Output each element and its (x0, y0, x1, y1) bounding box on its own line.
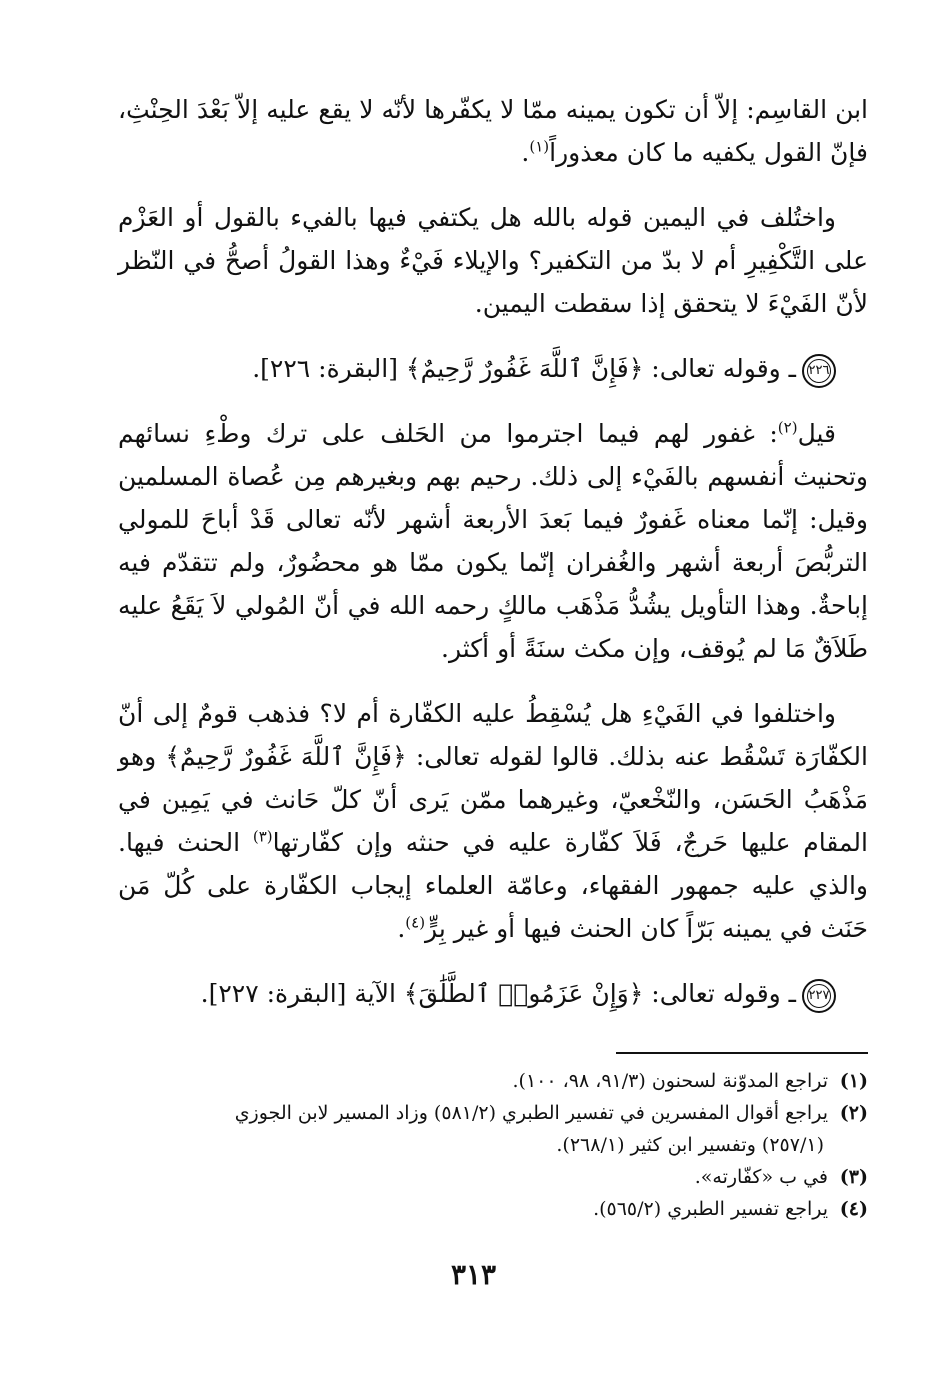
paragraph-2: واختُلف في اليمين قوله بالله هل يكتفي فيها بالفيء بالقول أو العَزْم على التَّكْفِيرِ أم لا بدّ من التكفير؟ والإيلاء فَيْءٌ وهذا القولُ أصحُّ في النّظر لأنّ الفَيْءَ لا يتحقق إذا سقطت اليمين. (118, 203, 868, 318)
verse-227 (118, 972, 868, 1015)
footnote-ref-1[interactable]: (١) (529, 137, 550, 156)
verse-number-badge: ٢٢٧ (802, 979, 836, 1013)
page-body (118, 88, 868, 1015)
paragraph-4-text-a: واختلفوا في الفَيْءِ هل يُسْقِطُ عليه الكفّارة أم لا؟ فذهب قومٌ إلى أنّ الكفّارَة تَسْقُط عنه بذلك. قالوا لقوله تعالى: ﴿فَإِنَّ ٱللَّهَ غَفُورٌ رَّحِيمٌ﴾ وهو مَذْهَبُ الحَسَن، والنّخْعيّ، وغيرهما ممّن يَرى أنّ كلّ حَانث في يَمِين في المقام عليها حَرجٌ، فَلاَ كفّارة عليه في حنثه وإن كفّارتها (118, 699, 868, 857)
verse-227-text: ـ وقوله تعالى: ﴿وَإِنْ عَزَمُوا۟ ٱلطَّلَٰقَ﴾ الآية [البقرة: ٢٢٧]. (200, 979, 796, 1008)
footnote-divider (616, 1052, 868, 1054)
paragraph-1-text: ابن القاسِم: إلاّ أن تكون يمينه ممّا لا يكفّرها لأنّه لا يقع عليه إلاّ بَعْدَ الحِنْثِ، فإنّ القول يكفيه ما كان معذوراً (118, 95, 868, 167)
footnote-text: يراجع تفسير الطبري (٥٦٥/٢). (593, 1198, 828, 1220)
paragraph-3 (118, 412, 868, 670)
paragraph-4 (118, 692, 868, 950)
footnote-number: (٣) (839, 1166, 868, 1188)
footnote-ref-2[interactable]: (٢) (777, 418, 798, 437)
footnote-text-continued: (٢٥٧/١) وتفسير ابن كثير (٢٦٨/١). (556, 1134, 824, 1156)
paragraph-4-text-b: الحنث فيها. والذي عليه جمهور الفقهاء، وعامّة العلماء إيجاب الكفّارة على كُلّ مَن حَنَث في يمينه بَرّاً كان الحنث فيها أو غير بِرٍّ (118, 828, 868, 943)
verse-number-badge: ٢٢٦ (802, 354, 836, 388)
footnote-4 (118, 1193, 868, 1225)
footnote-1 (118, 1065, 868, 1097)
footnote-ref-3[interactable]: (٣) (252, 827, 273, 846)
paragraph-3-start: قيل (797, 419, 836, 448)
footnote-3 (118, 1161, 868, 1193)
footnotes (118, 1065, 868, 1225)
footnote-number: (٤) (839, 1198, 868, 1220)
footnote-text: في ب «كفّارته». (694, 1166, 828, 1188)
footnote-number: (٢) (839, 1102, 868, 1124)
paragraph-1 (118, 88, 868, 174)
verse-226 (118, 347, 868, 390)
paragraph-1-end: . (521, 138, 530, 167)
paragraph-4-end: . (397, 914, 406, 943)
footnote-2 (118, 1097, 868, 1161)
verse-226-text: ـ وقوله تعالى: ﴿فَإِنَّ ٱللَّهَ غَفُورٌ رَّحِيمٌ﴾ [البقرة: ٢٢٦]. (252, 354, 796, 383)
footnote-text: تراجع المدوّنة لسحنون (٩١/٣، ٩٨، ١٠٠). (512, 1070, 828, 1092)
footnote-text: يراجع أقوال المفسرين في تفسير الطبري (٥٨١/٢) وزاد المسير لابن الجوزي (234, 1102, 828, 1124)
footnote-number: (١) (839, 1070, 868, 1092)
paragraph-3-text: : غفور لهم فيما اجترموا من الحَلف على ترك وطْءِ نسائهم وتحنيث أنفسهم بالفَيْء إلى ذلك. رحيم بهم وبغيرهم مِن عُصاة المسلمين وقيل: إنّما معناه غَفورٌ فيما بَعدَ الأربعة أشهر لأنّه تعالى قَدْ أباحَ للمولي التربُّصَ أربعة أشهر والغُفران إنّما يكون ممّا هو محضُورٌ، ولم تتقدّم فيه إباحةٌ. وهذا التأويل يشُدُّ مَذْهَب مالكٍ رحمه الله في أنّ المُولي لاَ يَقَعُ عليه طَلاَقٌ مَا لم يُوقف، وإن مكث سنَةً أو أكثر. (118, 419, 868, 663)
footnote-ref-4[interactable]: (٤) (405, 913, 426, 932)
page-number: ٣١٣ (450, 1258, 497, 1291)
